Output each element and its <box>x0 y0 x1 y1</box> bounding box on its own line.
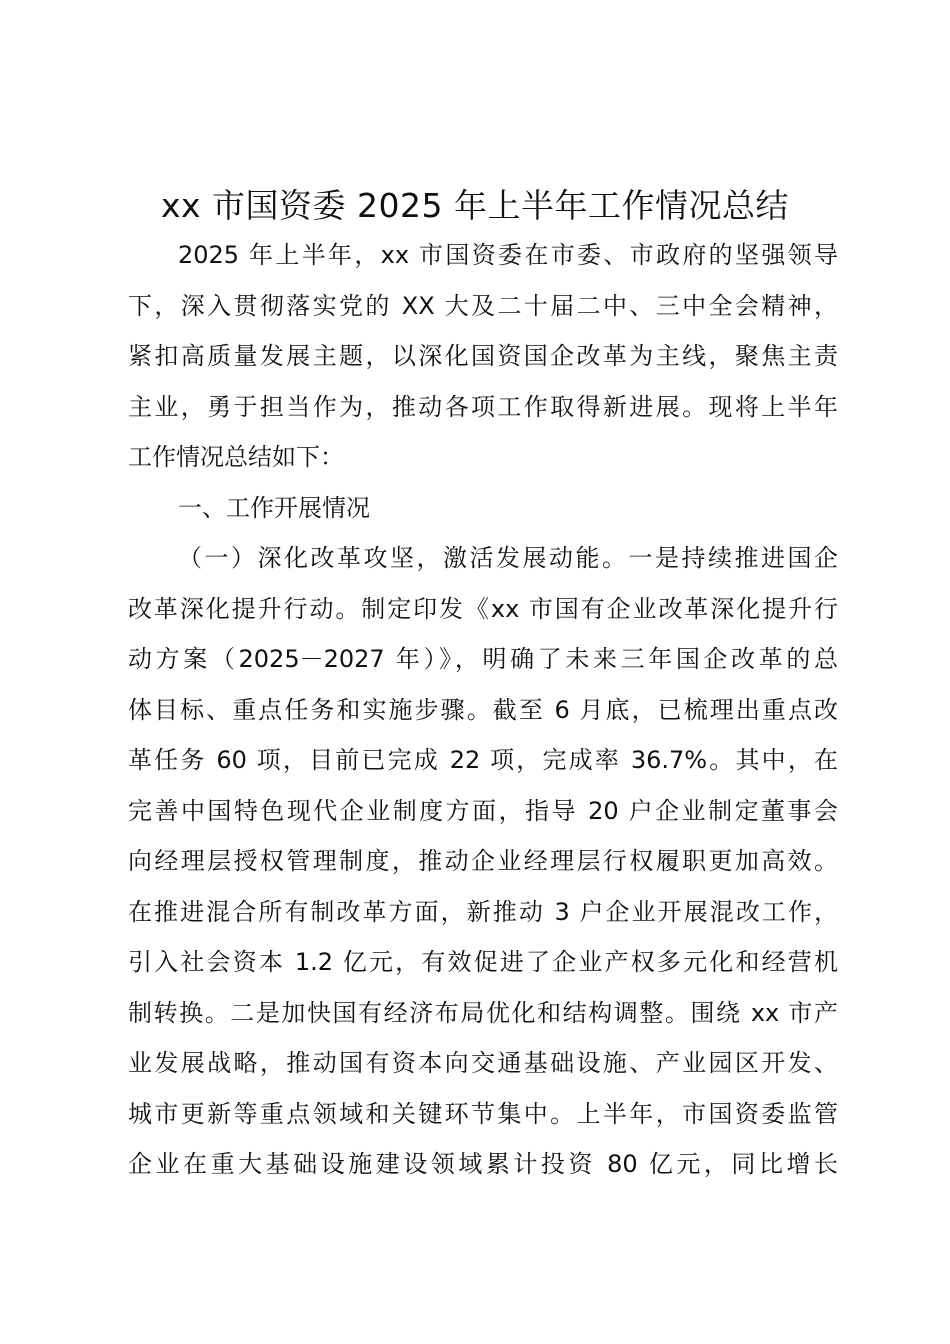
paragraph-line: 完善中国特色现代企业制度方面，指导 20 户企业制定董事会 <box>128 796 838 825</box>
paragraph-line: 主业，勇于担当作为，推动各项工作取得新进展。现将上半年 <box>128 392 838 421</box>
section-heading: 一、工作开展情况 <box>178 493 370 522</box>
paragraph-line: 动方案（2025－2027 年）》，明确了未来三年国企改革的总 <box>128 645 838 673</box>
paragraph-line: 引入社会资本 1.2 亿元，有效促进了企业产权多元化和经营机 <box>128 948 838 976</box>
paragraph-line: 企业在重大基础设施建设领域累计投资 80 亿元，同比增长 <box>128 1150 838 1178</box>
paragraph-line: 革任务 60 项，目前已完成 22 项，完成率 36.7%。其中，在 <box>128 746 838 774</box>
paragraph-line: 改革深化提升行动。制定印发《xx 市国有企业改革深化提升行 <box>128 594 838 623</box>
paragraph-line: 在推进混合所有制改革方面，新推动 3 户企业开展混改工作， <box>128 897 838 926</box>
paragraph-line: 工作情况总结如下： <box>128 443 344 471</box>
paragraph-line: 城市更新等重点领域和关键环节集中。上半年，市国资委监管 <box>128 1099 838 1128</box>
paragraph-line: （一）深化改革攻坚，激活发展动能。一是持续推进国企 <box>178 544 838 572</box>
document-title: xx 市国资委 2025 年上半年工作情况总结 <box>160 186 789 225</box>
paragraph-line: 2025 年上半年，xx 市国资委在市委、市政府的坚强领导 <box>178 241 838 269</box>
paragraph-line: 向经理层授权管理制度，推动企业经理层行权履职更加高效。 <box>128 847 838 875</box>
paragraph-line: 紧扣高质量发展主题，以深化国资国企改革为主线，聚焦主责 <box>128 342 838 370</box>
paragraph-line: 下，深入贯彻落实党的 XX 大及二十届二中、三中全会精神， <box>128 291 838 320</box>
paragraph-line: 体目标、重点任务和实施步骤。截至 6 月底，已梳理出重点改 <box>128 695 838 724</box>
paragraph-line: 制转换。二是加快国有经济布局优化和结构调整。围绕 xx 市产 <box>128 998 838 1027</box>
document-body <box>128 230 838 1190</box>
paragraph-line: 业发展战略，推动国有资本向交通基础设施、产业园区开发、 <box>128 1049 838 1077</box>
